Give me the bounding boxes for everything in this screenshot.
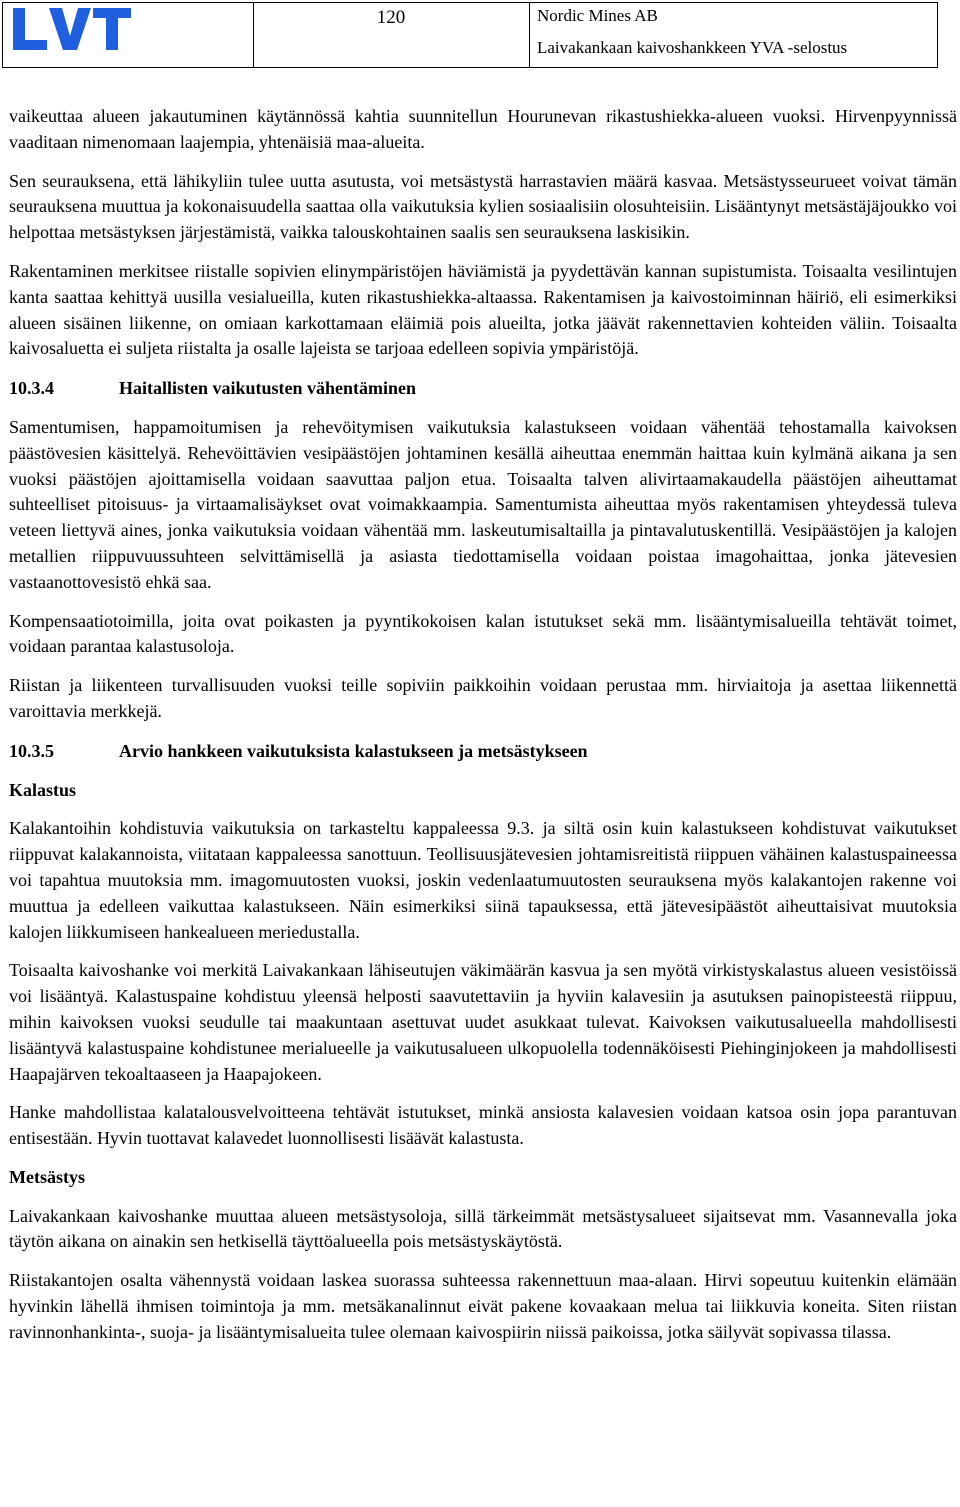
company-name: Nordic Mines AB: [537, 6, 658, 25]
paragraph: Rakentaminen merkitsee riistalle sopivien elinympäristöjen häviämistä ja pyydettävän kannan supistumista. Toisaalta vesilintujen kanta saattaa kehittyä uusilla vesialueilla, kuten rikastushiekka-altaassa. Rakentamisen ja kaivostoiminnan häiriö, eli esimerkiksi alueen sisäinen liikenne, on omiaan karkottamaan eläimiä pois alueilta, jotka jäävät rakennettavien kohteiden väliin. Toisaalta kaivosaluetta ei suljeta riistalta ja osalle lajeista se tarjoaa edelleen sopivia ympäristöjä.: [9, 260, 957, 359]
subheading-kalastus: Kalastus: [9, 779, 77, 800]
paragraph: Riistakantojen osalta vähennystä voidaan laskea suorassa suhteessa rakennettuun maa-alaan. Hirvi sopeutuu kuitenkin elämään hyvinkin lähellä ihmisen toimintoja ja mm. metsäkanalinnut eivät pakene kovaakaan melua tai liikkuvia koneita. Siten riistan ravinnonhankinta-, suoja- ja lisääntymisalueita tulee olemaan kaivospiirin niissä paikoissa, jotka säilyvät sopivassa tilassa.: [9, 1270, 957, 1342]
section-number: 10.3.5: [9, 740, 54, 761]
project-title: Laivakankaan kaivoshankkeen YVA -selostus: [537, 38, 848, 57]
section-title: Haitallisten vaikutusten vähentäminen: [119, 378, 417, 399]
paragraph: Riistan ja liikenteen turvallisuuden vuoksi teille sopiviin paikkoihin voidaan perustaa mm. hirviaitoja ja asettaa liikennettä varoittavia merkkejä.: [9, 675, 957, 721]
paragraph: Kalakantoihin kohdistuvia vaikutuksia on tarkasteltu kappaleessa 9.3. ja siltä osin kuin kalastukseen kohdistuvat vaikutukset riippuvat kalakannoista, viitataan kappaleessa sanottuun. Teollisuusjätevesien johtamisreitistä riippuen vähäinen kalastuspaineessa voi tapahtua muutoksia mm. imagomuutosten vuoksi, joskin vedenlaatumuutosten seurauksena myös kalakantojen rakenne voi muuttua ja edelleen vaikuttaa kalastukseen. Näin esimerkiksi siinä tapauksessa, että jätevesipäästöt aiheuttaisivat muutoksia kalojen liikkumiseen hankealueen meriedustalla.: [9, 818, 957, 942]
document-body: [9, 104, 957, 1359]
section-heading-10-3-5: [9, 739, 957, 765]
section-title: Arvio hankkeen vaikutuksista kalastukseen ja metsästykseen: [119, 740, 588, 761]
section-heading-10-3-4: [9, 376, 957, 402]
logo-cell: [3, 3, 254, 67]
paragraph: Samentumisen, happamoitumisen ja rehevöitymisen vaikutuksia kalastukseen voidaan vähentää tehostamalla kaivoksen päästövesien käsittelyä. Rehevöittävien vesipäästöjen johtaminen kesällä aiheuttaa enemmän haittaa kuin kylmänä aikana ja sen vuoksi päästöjen ajoittamisella voidaan saavuttaa paljon etua. Toisaalta talven alivirtaamakaudella päästöjen aiheuttamat suhteelliset pitoisuus- ja virtaamalisäykset ovat voimakkaampia. Samentumista aiheuttaa myös rakentamisen yhteydessä tuleva veteen liettyvä aines, jonka vaikutuksia voidaan vähentää mm. laskeutumisaltailla ja pintavalutuskentillä. Vesipäästöjen ja kalojen metallien riippuvuussuhteen selvittämisellä ja asiasta tiedottamisella voidaan poistaa imagohaittaa, jonka jätevesien vastaanottovesistö ehkä saa.: [9, 416, 957, 592]
paragraph: Toisaalta kaivoshanke voi merkitä Laivakankaan lähiseutujen väkimäärän kasvua ja sen myötä virkistyskalastus alueen vesistöissä voi lisääntyä. Kalastuspaine kohdistuu yleensä helposti saavutettaviin ja hyviin kalavesiin ja asutuksen painopisteestä riippuu, mihin kaivoksen vuoksi seudulle tai maakuntaan asettuvat uudet asukkaat tulevat. Kaivoksen vaikutusalueella mahdollisesti lisääntyvä kalastuspaine kohdistunee merialueelle ja vaikutusalueen ulkopuolella todennäköisesti Piehinginjokeen ja mahdollisesti Haapajärven tekoaltaaseen ja Haapajokeen.: [9, 960, 957, 1084]
paragraph: Kompensaatiotoimilla, joita ovat poikasten ja pyyntikokoisen kalan istutukset sekä mm. lisääntymisalueilla tehtävät toimet, voidaan parantaa kalastusoloja.: [9, 610, 957, 657]
company-cell: [529, 3, 937, 67]
section-number: 10.3.4: [9, 378, 54, 399]
subheading-metsastys: Metsästys: [9, 1166, 85, 1187]
lvt-logo: [9, 4, 133, 52]
page-number-cell: [253, 3, 530, 67]
paragraph: Laivakankaan kaivoshanke muuttaa alueen metsästysoloja, sillä tärkeimmät metsästysalueet sijaitsevat mm. Vasannevalla joka täytön aikana on ainakin sen hetkisellä täyttöalueella pois metsästyskäytöstä.: [9, 1205, 957, 1252]
paragraph: Sen seurauksena, että lähikyliin tulee uutta asutusta, voi metsästystä harrastavien määrä kasvaa. Metsästysseurueet voivat tämän seurauksena muuttua ja kokonaisuudella saattaa olla vaikutuksia kylien sosiaalisiin olosuhteisiin. Lisääntynyt metsästäjäjoukko voi helpottaa metsästyksen järjestämistä, vaikka talouskohtainen saalis sen seurauksena laskisikin.: [9, 170, 957, 243]
page-number: 120: [376, 7, 406, 28]
page-header: [2, 2, 938, 68]
paragraph: vaikeuttaa alueen jakautuminen käytännössä kahtia suunnitellun Hourunevan rikastushiekka-alueen vuoksi. Hirvenpyynnissä vaaditaan nimenomaan laajempia, yhtenäisiä maa-alueita.: [9, 106, 957, 152]
paragraph: Hanke mahdollistaa kalatalousvelvoitteena tehtävät istutukset, minkä ansiosta kalavesien voidaan katsoa osin jopa parantuvan entisestään. Hyvin tuottavat kalavedet luonnollisesti lisäävät kalastusta.: [9, 1102, 957, 1149]
